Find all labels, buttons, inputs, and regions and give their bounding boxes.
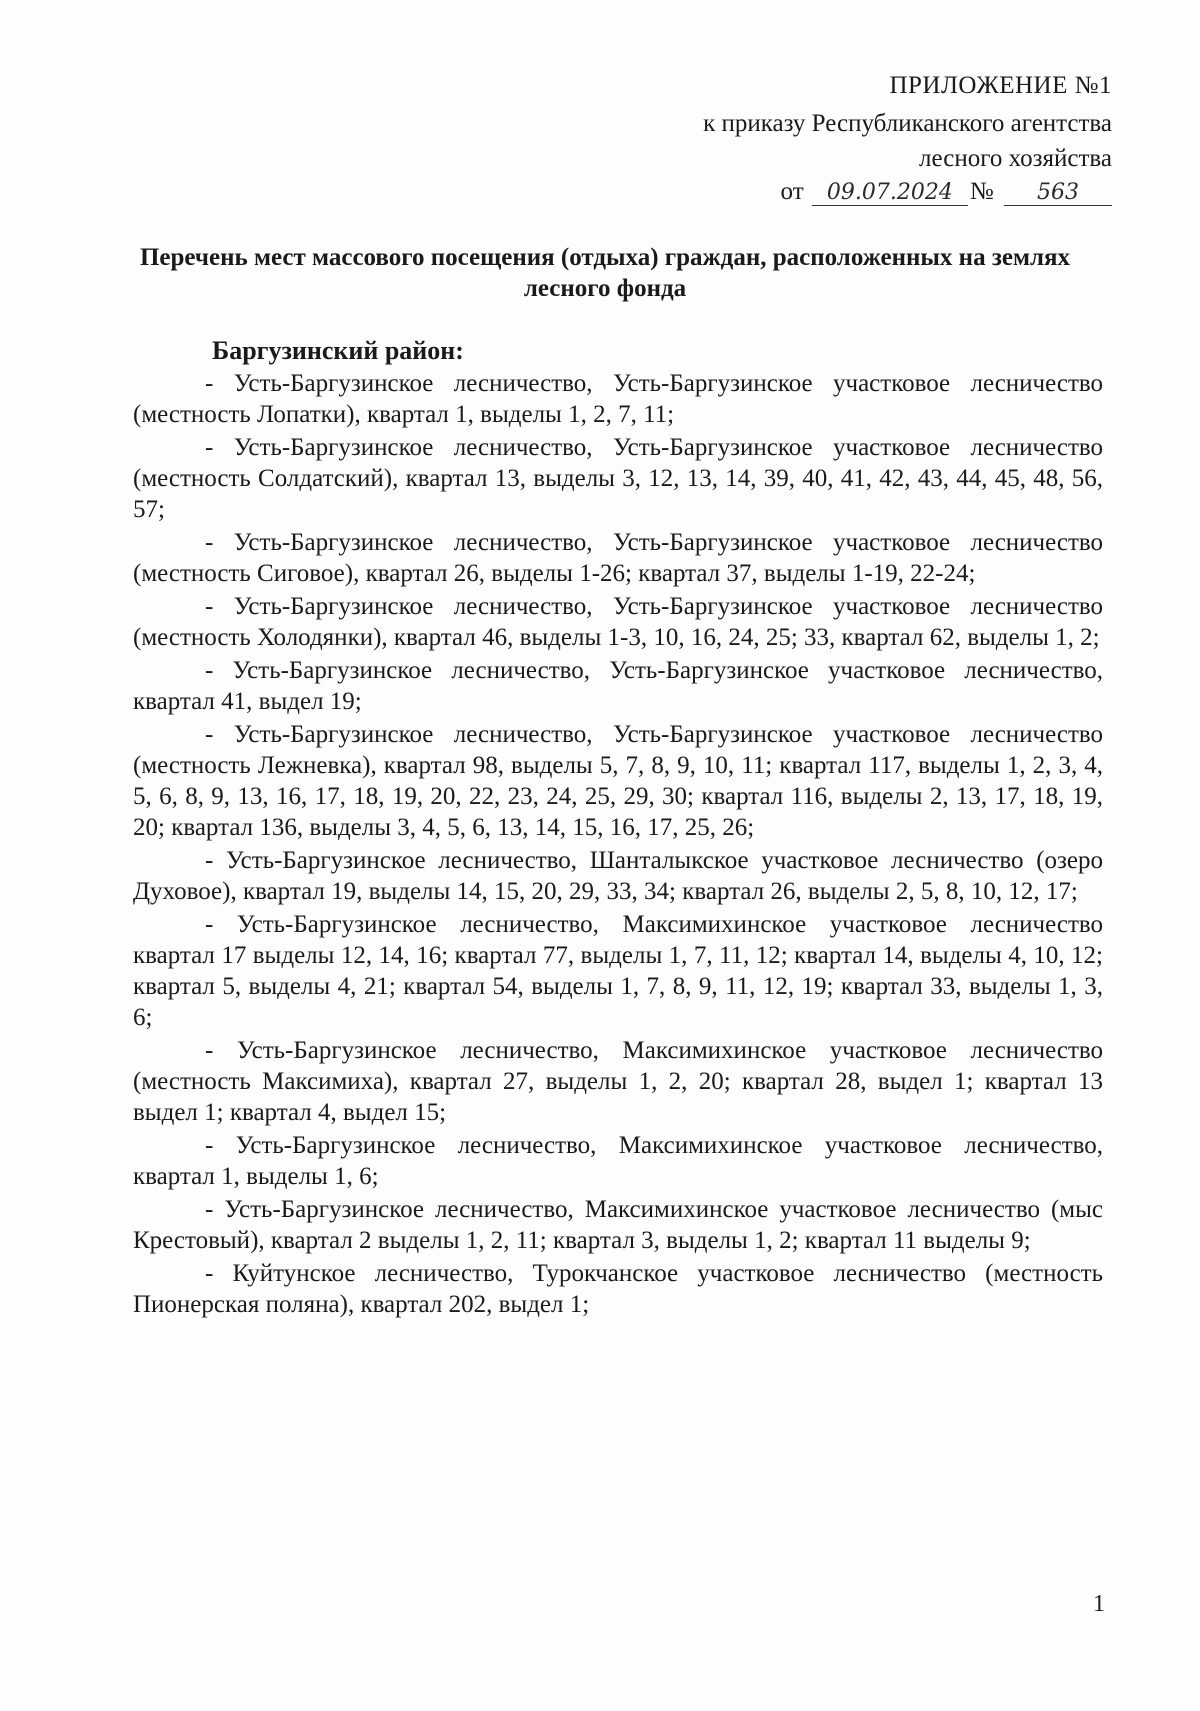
list-item: - Усть-Баргузинское лесничество, Максимихинское участковое лесничество (мыс Крестовый), квартал 2 выделы 1, 2, 11; квартал 3, выделы 1, 2; квартал 11 выделы 9; xyxy=(133,1196,1103,1254)
order-date-number-line xyxy=(781,176,1112,208)
list-item: - Усть-Баргузинское лесничество, Усть-Баргузинское участковое лесничество (местность Лопатки), квартал 1, выделы 1, 2, 7, 11; xyxy=(133,370,1103,428)
appendix-heading: ПРИЛОЖЕНИЕ №1 xyxy=(889,72,1112,99)
list-item: - Усть-Баргузинское лесничество, Усть-Баргузинское участковое лесничество (местность Холодянки), квартал 46, выделы 1-3, 10, 16, 24, 25; 33, квартал 62, выделы 1, 2; xyxy=(133,593,1103,651)
date-prefix: от xyxy=(780,178,804,205)
list-item: - Усть-Баргузинское лесничество, Максимихинское участковое лесничество квартал 17 выделы 12, 14, 16; квартал 77, выделы 1, 7, 11, 12; квартал 14, выделы 4, 10, 12; квартал 5, выделы 4, 21; квартал 54, выделы 1, 7, 8, 9, 11, 12, 19; квартал 33, выделы 1, 3, 6; xyxy=(133,911,1103,1031)
list-item: - Усть-Баргузинское лесничество, Усть-Баргузинское участковое лесничество (местность Сиговое), квартал 26, выделы 1-26; квартал 37, выделы 1-19, 22-24; xyxy=(133,529,1103,587)
list-item: - Усть-Баргузинское лесничество, Шанталыкское участковое лесничество (озеро Духовое), квартал 19, выделы 14, 15, 20, 29, 33, 34; квартал 26, выделы 2, 5, 8, 10, 12, 17; xyxy=(133,847,1103,905)
list-item: - Усть-Баргузинское лесничество, Усть-Баргузинское участковое лесничество (местность Лежневка), квартал 98, выделы 5, 7, 8, 9, 10, 11; квартал 117, выделы 1, 2, 3, 4, 5, 6, 8, 9, 13, 16, 17, 18, 19, 20, 22, 23, 24, 25, 29, 30; квартал 116, выделы 2, 13, 17, 18, 19, 20; квартал 136, выделы 3, 4, 5, 6, 13, 14, 15, 16, 17, 25, 26; xyxy=(133,721,1103,841)
list-item: - Куйтунское лесничество, Турокчанское участковое лесничество (местность Пионерская поляна), квартал 202, выдел 1; xyxy=(133,1260,1103,1318)
order-reference-line: к приказу Республиканского агентства xyxy=(703,110,1112,137)
list-item: - Усть-Баргузинское лесничество, Усть-Баргузинское участковое лесничество, квартал 41, выдел 19; xyxy=(133,657,1103,715)
document-title: Перечень мест массового посещения (отдыха) граждан, расположенных на землях лесного фонда xyxy=(139,244,1071,302)
agency-line: лесного хозяйства xyxy=(919,145,1112,172)
handwritten-number: 563 xyxy=(1004,181,1112,206)
handwritten-date: 09.07.2024 xyxy=(812,181,968,206)
list-item: - Усть-Баргузинское лесничество, Максимихинское участковое лесничество, квартал 1, выделы 1, 6; xyxy=(133,1132,1103,1190)
locations-list xyxy=(133,368,1103,1322)
district-heading: Баргузинский район: xyxy=(212,336,464,365)
list-item: - Усть-Баргузинское лесничество, Усть-Баргузинское участковое лесничество (местность Солдатский), квартал 13, выделы 3, 12, 13, 14, 39, 40, 41, 42, 43, 44, 45, 48, 56, 57; xyxy=(133,434,1103,523)
number-prefix: № xyxy=(969,178,994,205)
list-item: - Усть-Баргузинское лесничество, Максимихинское участковое лесничество (местность Максимиха), квартал 27, выделы 1, 2, 20; квартал 28, выдел 1; квартал 13 выдел 1; квартал 4, выдел 15; xyxy=(133,1037,1103,1126)
page-number: 1 xyxy=(1093,1591,1105,1617)
